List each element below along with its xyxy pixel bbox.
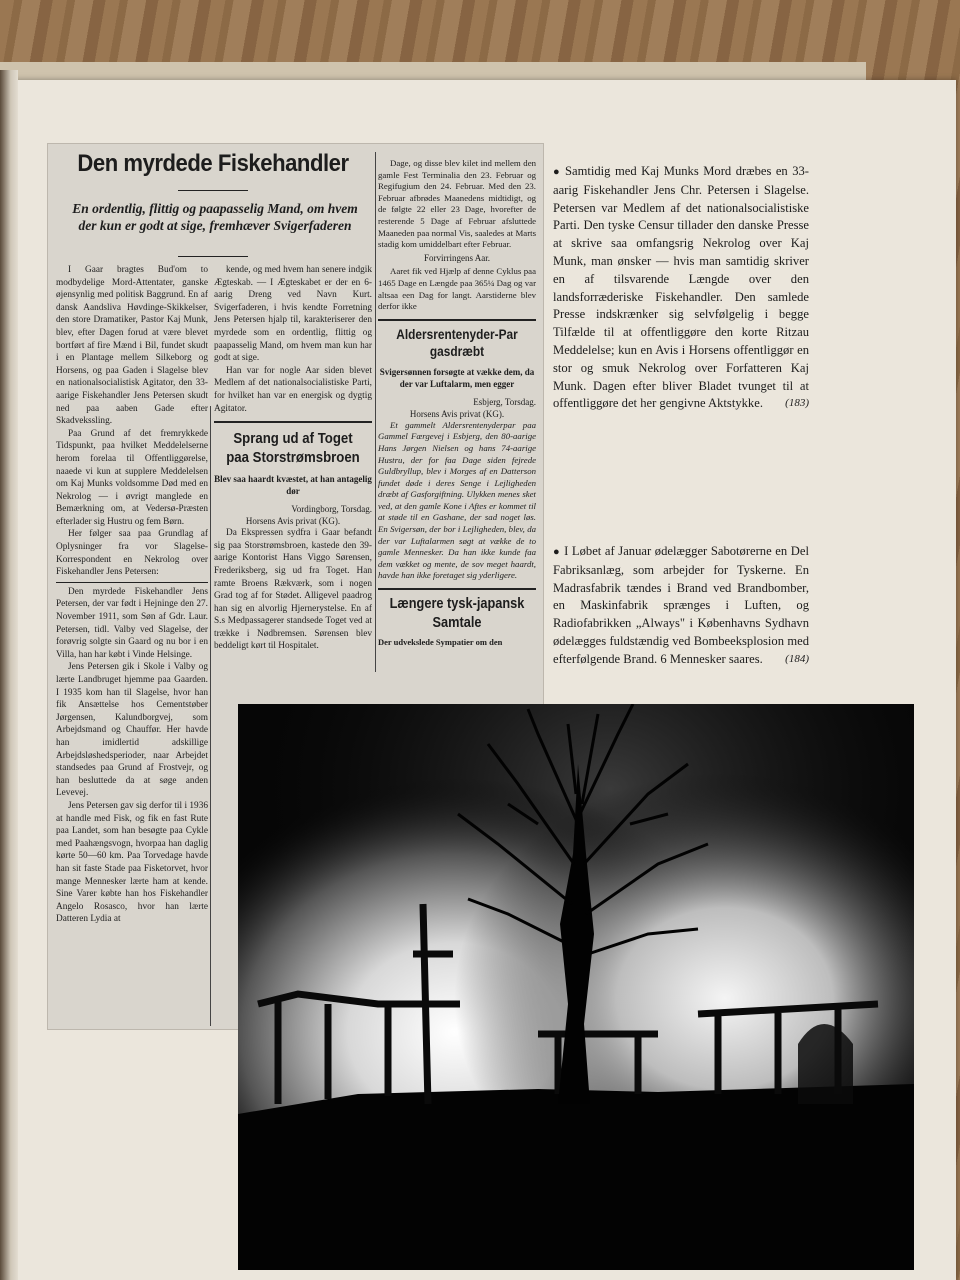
paragraph: Jens Petersen gav sig derfor til i 1936 at handle med Fisk, og fik en fast Rute paa Landet, som han besøgte paa Cykle med Paahængsvogn, hvorpaa han daglig kørte 50—60 km. Paa Torvedage havde han sit faste Stade paa Fisketorvet, hvor mange Mennesker lærte ham at kende. Sine Varer købte han hos Fiskehandler Angelo Rosasco, hvor han lærte Datteren Lydia at (56, 800, 208, 925)
bullet-icon: ● (553, 166, 561, 178)
gas-subheadline: Svigersønnen forsøgte at vække dem, da der var Luftalarm, men egger (379, 366, 535, 389)
paragraph: Aaret fik ved Hjælp af denne Cyklus paa 1465 Dage en Længde paa 365¼ Dag og var altsaa een Dag for langt. Aarstiderne blev derfor ikke (378, 266, 536, 312)
column-1 (56, 264, 208, 926)
caption-number: (183) (785, 397, 809, 410)
train-headline: Sprang ud af Toget paa Storstrømsbroen (226, 430, 360, 467)
caption-184 (553, 543, 809, 669)
book-spine (0, 70, 18, 1280)
column-divider (375, 152, 376, 672)
gas-headline: Aldersrentenyder-Par gasdræbt (396, 326, 518, 359)
fire-photograph (238, 704, 914, 1270)
column-3 (378, 158, 536, 649)
headline-rule (178, 190, 248, 191)
japan-headline: Længere tysk-japansk Samtale (389, 596, 525, 632)
fire-scene (238, 704, 914, 1270)
column-2 (214, 264, 372, 653)
train-subheadline: Blev saa haardt kvæstet, at han antagelig dør (214, 474, 372, 497)
paragraph: Den myrdede Fiskehandler Jens Petersen, der var født i Hejninge den 27. November 1911, som Søn af Gdr. Laur. Petersen, tidl. Valby ved Slagelse, der forøvrig solgte sin Gaard og nu bor i en Villa, han har købt i Vinde Helsinge. (56, 586, 208, 660)
paragraph: I Gaar bragtes Bud'om to modbydelige Mord-Attentater, ganske øjensynlig med politisk Baggrund. En af dansk Aandsliva Høvdinge-Skikkelser, den store Dramatiker, Pastor Kaj Munk, blev, efter Dagen forud at være blevet bortført af fire Mænd i Bil, fundet skudt i en Plantage mellem Silkeborg og Horsens, og paa Gaden i Slagelse blev en nationalsocialistisk Agitator, den 33-aarige Fiskehandler Jens Petersen skudt ned paa aaben Gade efter Skadvekssling. (56, 265, 208, 427)
caption-183 (553, 163, 809, 413)
gas-article (378, 319, 536, 582)
paragraph: Han var for nogle Aar siden blevet Medlem af det nationalsocialistiske Parti, for hvilket han var en energisk og dygtig Agitator. (214, 365, 372, 414)
dateline: Horsens Avis privat (KG). (245, 516, 341, 527)
paragraph: Et gammelt Aldersrentenyderpar paa Gammel Færgevej i Esbjerg, den 80-aarige Hans Jørgen Nielsen og hans 74-aarige Hustru, der for faa Dage siden fejrede Guldbryllup, blev i Morges af en Datterson fundet døde i deres Senge i Lejligheden dræbt af Gasforgiftning. Ulykken menes sket ved, at den gamle Kone i Aftes er kommet til at støde til en Gashane, der sad noget løs. En Svigersøn, der bor i Lejligheden, blev, da der var Luftalarmen søgt at vække de to gamle Mennesker. Da han ikke kunde faa dem vækket og mente, de sov meget haardt, havde han ikke foretaget sig yderligere. (378, 419, 536, 581)
subsection-title: Forvirringens Aar. (424, 252, 490, 263)
caption-text: I Løbet af Januar ødelægger Sabotørerne en Del Fabriksanlæg, som arbejder for Tyskerne. En Madrasfabrik tændes i Brand ved Brandbomber, en Maskinfabrik sprænges i Luften, og Radiofabrikken „Always" i Københavns Sydhavn ødelægges fuldstændig ved Bombeeksplosion med efterfølgende Brand. 6 Mennesker saares. (553, 544, 809, 666)
japan-article (378, 588, 536, 649)
subheadline-rule (178, 256, 248, 257)
paragraph: Her følger saa paa Grundlag af Oplysninger fra vor Slagelse-Korrespondent en Nekrolog over Fiskehandler Jens Petersen: (56, 529, 208, 578)
paragraph: Jens Petersen gik i Skole i Valby og lærte Landbruget hjemme paa Gaarden. I 1935 kom han til Slagelse, hvor han fik Ansættelse hos Cementstøber Jørgensen, Kalundborgvej, som Arbejdsmand og Chauffør. Her havde han imidlertid adskillige Arbejdsløshedsperioder, naar Arbejdet standsedes paa Grund af Frostvejr, og han besluttede da at søge anden Levevej. (56, 662, 208, 799)
paragraph: Dage, og disse blev kilet ind mellem den gamle Fest Terminalia den 23. Februar og Regifugium den 24. Februar. Med den 23. Februar afbrødes Maanedens midtidigt, og de følgte 22 eller 23 Dage, hvorefter de resterende 5 Dage af Februar afsluttede Maaneden paa normal Vis, saaledes at Marts stadig kom umiddelbart efter Februar. (378, 158, 536, 250)
paragraph: Da Ekspressen sydfra i Gaar befandt sig paa Storstrømsbroen, kastede den 39-aarige Kontorist Hans Viggo Sørensen, Frederiksberg, sig ud fra Toget. Han ramte Broens Rækværk, som i nogen Grad tog af for Stødet. Alligevel paadrog han sig en alvorlig Hjernerystelse. En af S.s Medpassagerer standsede Toget ved at trække i Nødbremsen. Sørensen blev beddeligt kørt til Hospitalet. (214, 528, 372, 652)
paragraph: Paa Grund af det fremrykkede Tidspunkt, paa hvilket Meddelelserne herom forelaa til Offentliggørelse, naaede vi kun at supplere Meddelelsen om Kaj Munks voldsomme Død med en Nekrolog — i øvrigt manglede en Bemærkning om, at Vedersø-Præsten efterlader sig Hustru og fem Børn. (56, 428, 208, 527)
paragraph: kende, og med hvem han senere indgik Ægteskab. — I Ægteskabet er der en 6-aarig Dreng ved Navn Kurt. Svigerfaderen, i hvis kendte Forretning Jens Petersen hjalp til, karakteriserer den myrdede som en ordentlig, flittig og paapasselig Mand, om hvem man kun har godt at sige. (214, 265, 372, 364)
paragraph: Der udvekslede Sympatier om den (378, 637, 503, 648)
section-rule (56, 582, 208, 583)
dateline: Esbjerg, Torsdag. (473, 396, 536, 407)
caption-number: (184) (785, 652, 809, 665)
train-article (214, 421, 372, 653)
caption-text: Samtidig med Kaj Munks Mord dræbes en 33-aarig Fiskehandler Jens Chr. Petersen i Slagelse. Petersen var Medlem af det nationalsocialistiske Parti. Den tyske Censur tillader den danske Presse at skrive saa omfangsrig Nekrolog over Kaj Munk, man ønsker — hvis man samtidig skriver en af tilsvarende Længde over den landsforræderiske Fiskehandler. Den samlede Presse indskrænker sig selvfølgelig i begge Tilfælde til at offentliggøre den korte Ritzau Meddelelse; kun en Avis i Horsens offentliggør en stor og smuk Nekrolog over Forfatteren Kaj Munk. Dagen efter bliver Bladet tvunget til at offentliggøre det her gengivne Aktstykke. (553, 164, 809, 411)
bullet-icon: ● (553, 546, 561, 558)
column-divider (210, 406, 211, 1026)
clipping-headline: Den myrdede Fiskehandler (77, 150, 349, 177)
clipping-subheadline: En ordentlig, flittig og paapasselig Mand, om hvem der kun er godt at sige, fremhæver Svigerfaderen (72, 201, 358, 233)
dateline: Vordingborg, Torsdag. (291, 504, 372, 515)
dateline: Horsens Avis privat (KG). (409, 408, 505, 419)
